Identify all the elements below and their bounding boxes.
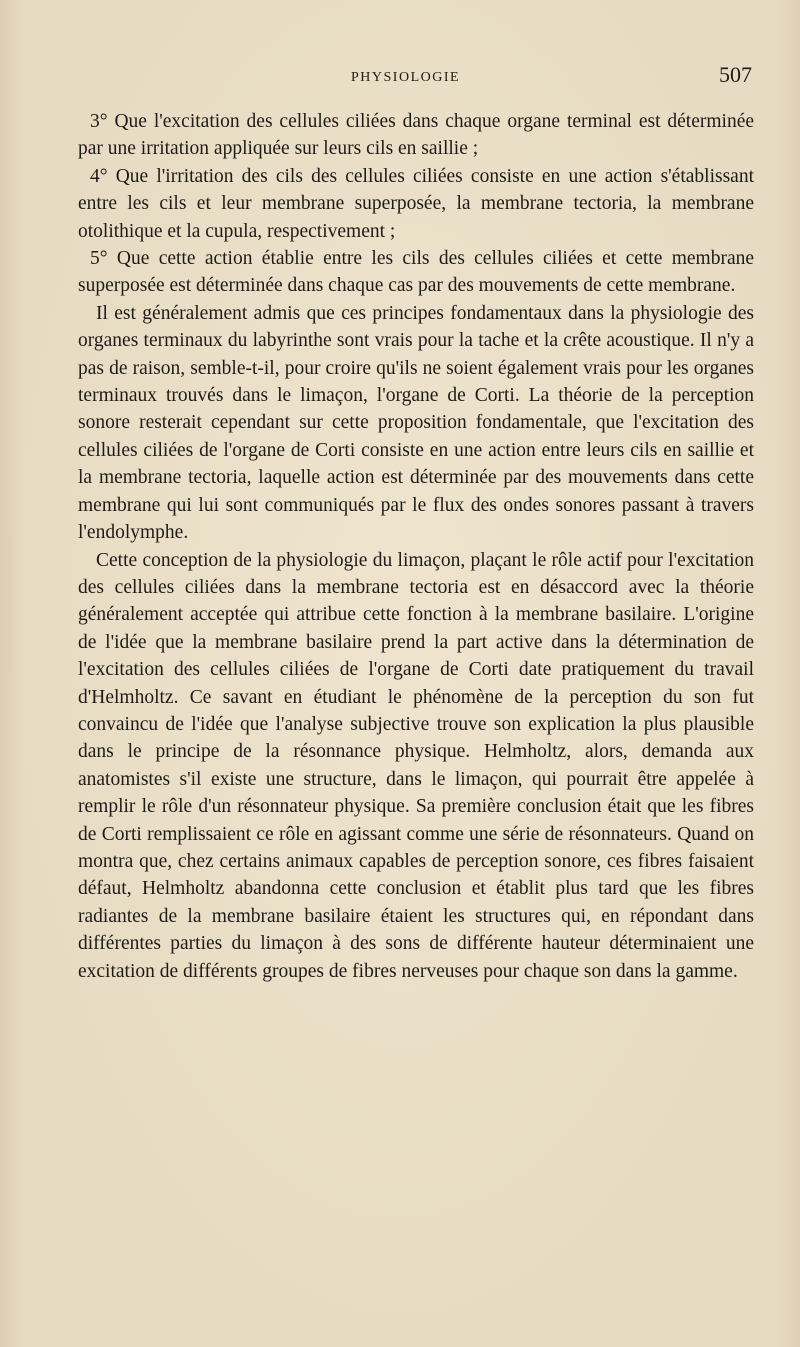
running-title: PHYSIOLOGIE [351,70,461,85]
paragraph-point-3: 3° Que l'excitation des cellules ciliées dans chaque organe terminal est déterminée par une irritation appliquée sur leurs cils en saillie ; [78,111,754,160]
running-head [78,62,758,92]
paragraph-point-5: 5° Que cette action établie entre les cils des cellules ciliées et cette membrane superposée est déterminée dans chaque cas par des mouvements de cette membrane. [78,248,754,297]
body-text [78,108,754,985]
page-number: 507 [719,62,752,87]
paragraph-principles: Il est généralement admis que ces principes fondamentaux dans la physiologie des organes terminaux du labyrinthe sont vrais pour la tache et la crête acoustique. Il n'y a pas de raison, semble-t-il, pour croire qu'ils ne soient également vrais pour les organes terminaux trouvés dans le limaçon, l'organe de Corti. La théorie de la perception sonore resterait cependant sur cette proposition fondamentale, que l'excitation des cellules ciliées de l'organe de Corti consiste en une action entre leurs cils en saillie et la membrane tectoria, laquelle action est déterminée par des mouvements dans cette membrane qui lui sont communiqués par le flux des ondes sonores passant à travers l'endolymphe. [78,302,754,544]
paragraph-helmholtz: Cette conception de la physiologie du limaçon, plaçant le rôle actif pour l'excitation des cellules ciliées dans la membrane tectoria est en désaccord avec la théorie généralement acceptée qui attribue cette fonction à la membrane basilaire. L'origine de l'idée que la membrane basilaire prend la part active dans la détermination de l'excitation des cellules ciliées de l'organe de Corti date pratiquement du travail d'Helmholtz. Ce savant en étudiant le phénomène de la perception du son fut convaincu de l'idée que l'analyse subjective trouve son explication la plus plausible dans le principe de la résonnance physique. Helmholtz, alors, demanda aux anatomistes s'il existe une structure, dans le limaçon, qui pourrait être appelée à remplir le rôle d'un résonnateur physique. Sa première conclusion était que les fibres de Corti remplissaient ce rôle en agissant comme une série de résonnateurs. Quand on montra que, chez certains animaux capables de perception sonore, ces fibres faisaient défaut, Helmholtz abandonna cette conclusion et établit plus tard que les fibres radiantes de la membrane basilaire étaient les structures qui, en répondant dans différentes parties du limaçon à des sons de différente hauteur déterminaient une excitation de différents groupes de fibres nerveuses pour chaque son dans la gamme. [78,549,754,982]
paragraph-point-4: 4° Que l'irritation des cils des cellules ciliées consiste en une action s'établissant entre les cils et leur membrane superposée, la membrane tectoria, la membrane otolithique et la cupula, respectivement ; [78,165,754,242]
